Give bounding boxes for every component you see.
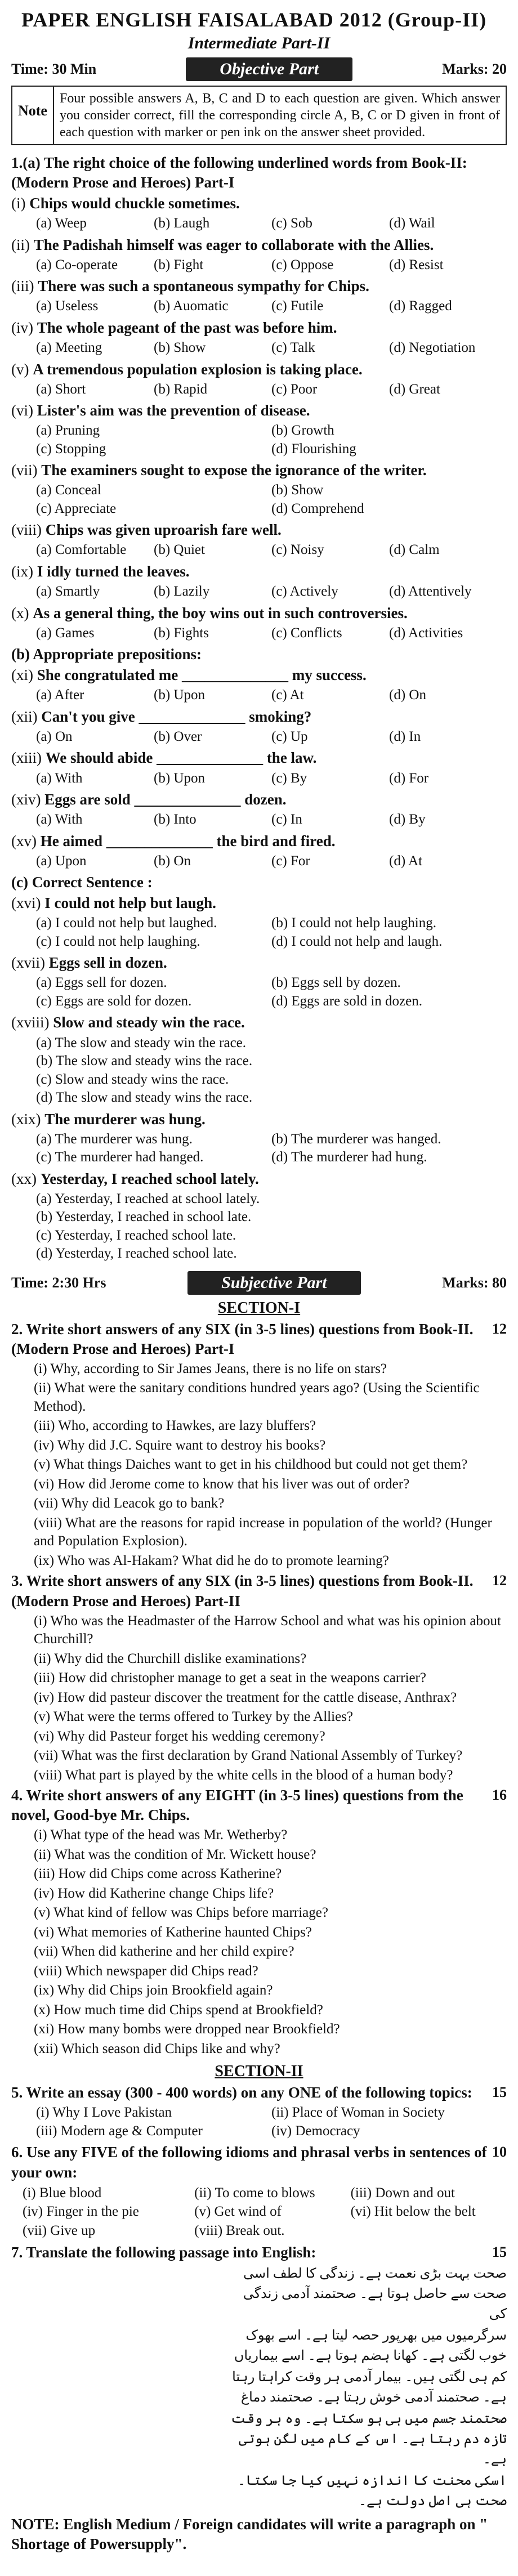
option: (b) The slow and steady wins the race. xyxy=(36,1053,253,1069)
note-title: Note xyxy=(12,87,54,144)
paper-subtitle: Intermediate Part-II xyxy=(187,34,331,52)
option: (b) Growth xyxy=(271,423,334,439)
final-note: NOTE: English Medium / Foreign candidates will write a paragraph on " Shortage of Powersupply". xyxy=(11,2515,488,2553)
idiom-item: (ii) To come to blows xyxy=(194,2185,315,2201)
question-text: I idly turned the leaves. xyxy=(37,562,190,580)
option: (b) Yesterday, I reached in school late. xyxy=(36,1209,252,1225)
short-question: (iii) How did christopher manage to get a seat in the weapons carrier? xyxy=(34,1670,426,1686)
question-text: The examiners sought to expose the ignorance of the writer. xyxy=(41,462,427,479)
q2-list xyxy=(11,1360,507,1571)
option: (d) I could not help and laugh. xyxy=(271,933,443,949)
note-box xyxy=(11,86,507,145)
short-question: (iii) How did Chips come across Katherine? xyxy=(34,1866,282,1882)
subjective-marks: Marks: 80 xyxy=(442,1274,507,1291)
objective-label: Objective Part xyxy=(186,57,352,81)
question-number: (xiii) xyxy=(11,749,46,767)
option: (c) In xyxy=(271,812,302,828)
question-number: (ix) xyxy=(11,562,37,580)
option: (c) Conflicts xyxy=(271,625,342,641)
objective-header xyxy=(11,57,507,81)
option: (d) Ragged xyxy=(389,298,452,314)
option: (a) Upon xyxy=(36,853,87,869)
question-text: Slow and steady win the race. xyxy=(53,1014,245,1031)
question-number: (xix) xyxy=(11,1110,45,1128)
option: (c) Noisy xyxy=(271,542,324,558)
option: (d) At xyxy=(389,853,423,869)
question-number: (viii) xyxy=(11,521,46,539)
options-row xyxy=(36,624,507,643)
question-number: (iii) xyxy=(11,278,38,295)
short-question: (viii) What part is played by the white cells in the blood of a human body? xyxy=(34,1767,453,1783)
q2-heading: 12 2. Write short answers of any SIX (in 3-5 lines) questions from Book-II. (Modern Prose and Heroes) Part-I xyxy=(11,1320,507,1357)
question-text: She congratulated me ______________ my success. xyxy=(37,667,367,684)
short-question: (iv) How did pasteur discover the treatment for the cattle disease, Anthrax? xyxy=(34,1689,457,1705)
question-item xyxy=(11,790,507,810)
question-item xyxy=(11,665,507,685)
option: (d) Attentively xyxy=(389,584,472,600)
question-text: There was such a spontaneous sympathy for Chips. xyxy=(38,278,369,295)
short-question: (v) What things Daiches want to get in his childhood but could not get them? xyxy=(34,1457,468,1473)
mcq-block xyxy=(11,194,507,642)
essay-topic: (i) Why I Love Pakistan xyxy=(36,2105,172,2121)
short-question: (ii) What were the sanitary conditions hundred years ago? (Using the Scientific Method). xyxy=(34,1380,480,1414)
q4-heading: 16 4. Write short answers of any EIGHT (in 3-5 lines) questions from the novel, Good-bye Mr. Chips. xyxy=(11,1787,507,1824)
question-item xyxy=(11,360,507,379)
question-text: He aimed ______________ the bird and fired. xyxy=(40,832,336,849)
option: (b) Fights xyxy=(154,625,209,641)
question-text: Eggs sell in dozen. xyxy=(48,954,167,972)
short-question: (xii) Which season did Chips like and why? xyxy=(34,2041,280,2056)
question-text: As a general thing, the boy wins out in such controversies. xyxy=(33,604,408,621)
short-question: (v) What were the terms offered to Turkey by the Allies? xyxy=(34,1709,353,1725)
short-question: (vi) What memories of Katherine haunted Chips? xyxy=(34,1924,312,1940)
short-question: (iii) Who, according to Hawkes, are lazy bluffers? xyxy=(34,1418,316,1434)
option: (d) For xyxy=(389,770,429,786)
q5-heading: 15 5. Write an essay (300 - 400 words) on any ONE of the following topics: xyxy=(11,2084,507,2101)
option: (c) Stopping xyxy=(36,441,106,457)
question-number: (xii) xyxy=(11,708,42,725)
option: (c) Actively xyxy=(271,584,338,600)
question-number: (xvii) xyxy=(11,954,49,972)
short-question: (vi) How did Jerome come to know that his liver was out of order? xyxy=(34,1476,410,1492)
question-text: I could not help but laugh. xyxy=(44,895,216,912)
question-number: (xviii) xyxy=(11,1014,53,1031)
urdu-line: اسکی محنت کا اندازہ نہیں کیا جا سکتا۔ صحت ہی اصل دولت ہے۔ xyxy=(238,2473,507,2508)
option: (b) On xyxy=(154,853,191,869)
option: (b) Quiet xyxy=(154,542,205,558)
q6-idioms xyxy=(23,2184,507,2240)
option: (c) By xyxy=(271,770,307,786)
options-row xyxy=(36,728,507,746)
idiom-item: (v) Get wind of xyxy=(194,2204,282,2220)
option: (c) Slow and steady wins the race. xyxy=(36,1071,229,1087)
essay-topic: (ii) Place of Woman in Society xyxy=(271,2105,445,2121)
option: (c) Eggs are sold for dozen. xyxy=(36,993,192,1009)
option: (b) Into xyxy=(154,812,197,828)
q1b-heading: (b) Appropriate prepositions: xyxy=(11,646,202,663)
option: (a) Comfortable xyxy=(36,542,127,558)
option: (d) The murderer had hung. xyxy=(271,1150,427,1165)
question-number: (vii) xyxy=(11,462,42,479)
options-row xyxy=(36,583,507,601)
option: (a) Co-operate xyxy=(36,257,118,272)
idiom-item: (i) Blue blood xyxy=(23,2185,102,2201)
question-item xyxy=(11,235,507,255)
option: (c) Futile xyxy=(271,298,324,314)
option: (a) Conceal xyxy=(36,482,101,498)
idiom-item: (iv) Finger in the pie xyxy=(23,2204,139,2220)
urdu-line: سرگرمیوں میں بھرپور حصہ لیتا ہے۔ اسے بھوک خوب لگتی ہے۔ کھانا ہضم ہوتا ہے۔ اسے بیماریاں xyxy=(234,2328,507,2363)
option: (b) Upon xyxy=(154,687,205,703)
idiom-item: (vi) Hit below the belt xyxy=(350,2204,476,2220)
question-item xyxy=(11,520,507,540)
essay-topic: (iv) Democracy xyxy=(271,2123,360,2139)
question-number: (iv) xyxy=(11,319,37,336)
q1-intro: 1.(a) The right choice of the following underlined words from Book-II: (Modern Prose and Heroes) Part-I xyxy=(11,154,467,191)
option: (a) Pruning xyxy=(36,423,100,439)
urdu-line: صحت بہت بڑی نعمت ہے۔ زندگی کا لطف اسی صحت سے حاصل ہوتا ہے۔ صحتمند آدمی زندگی کی xyxy=(243,2266,507,2322)
question-text: Can't you give ______________ smoking? xyxy=(41,708,312,725)
option: (c) For xyxy=(271,853,310,869)
short-question: (iv) How did Katherine change Chips life? xyxy=(34,1885,274,1901)
option: (d) On xyxy=(389,687,426,703)
short-question: (ix) Who was Al-Hakam? What did he do to promote learning? xyxy=(34,1553,389,1568)
question-item xyxy=(11,276,507,296)
question-text: Yesterday, I reached school lately. xyxy=(40,1170,259,1187)
subjective-time: Time: 2:30 Hrs xyxy=(11,1274,106,1291)
paper-title: PAPER ENGLISH FAISALABAD 2012 (Group-II) xyxy=(21,8,487,31)
q7-heading: 15 7. Translate the following passage into English: xyxy=(11,2243,507,2261)
question-item xyxy=(11,707,507,727)
short-question: (viii) Which newspaper did Chips read? xyxy=(34,1963,258,1979)
question-item xyxy=(11,831,507,851)
options-row xyxy=(36,481,507,518)
question-text: The Padishah himself was eager to collaborate with the Allies. xyxy=(33,236,434,253)
option: (d) Wail xyxy=(389,216,435,231)
option: (a) After xyxy=(36,687,84,703)
option: (a) I could not help but laughed. xyxy=(36,915,217,931)
short-question: (ix) Why did Chips join Brookfield again? xyxy=(34,1983,273,1998)
options-row xyxy=(36,1190,507,1263)
option: (c) Poor xyxy=(271,381,318,397)
options-row xyxy=(36,686,507,705)
question-number: (v) xyxy=(11,360,33,378)
idiom-item: (iii) Down and out xyxy=(350,2185,455,2201)
question-item xyxy=(11,893,507,913)
option: (c) The murderer had hanged. xyxy=(36,1150,204,1165)
exam-paper xyxy=(11,0,507,2554)
options-row xyxy=(36,811,507,829)
options-row xyxy=(36,974,507,1010)
essay-topic: (iii) Modern age & Computer xyxy=(36,2123,203,2139)
question-text: Chips was given uproarish fare well. xyxy=(45,521,282,539)
short-question: (v) What kind of fellow was Chips before marriage? xyxy=(34,1905,328,1921)
option: (a) Yesterday, I reached at school lately. xyxy=(36,1191,260,1206)
question-item xyxy=(11,603,507,623)
question-item xyxy=(11,318,507,338)
question-text: The whole pageant of the past was before him. xyxy=(37,319,337,336)
short-question: (vii) Why did Leacok go to bank? xyxy=(34,1496,225,1511)
option: (a) Short xyxy=(36,381,86,397)
options-row xyxy=(36,256,507,275)
question-text: We should abide ______________ the law. xyxy=(45,749,317,767)
options-row xyxy=(36,852,507,871)
option: (b) Lazily xyxy=(154,584,210,600)
short-question: (iv) Why did J.C. Squire want to destroy his books? xyxy=(34,1437,326,1453)
option: (b) Auomatic xyxy=(154,298,229,314)
option: (a) Games xyxy=(36,625,95,641)
question-number: (xi) xyxy=(11,667,37,684)
option: (d) Comprehend xyxy=(271,500,364,516)
option: (d) Activities xyxy=(389,625,463,641)
question-number: (vi) xyxy=(11,402,37,419)
short-question: (vii) When did katherine and her child expire? xyxy=(34,1944,294,1960)
question-item xyxy=(11,562,507,582)
question-number: (ii) xyxy=(11,236,34,253)
option: (d) Negotiation xyxy=(389,340,476,356)
short-question: (vi) Why did Pasteur forget his wedding ceremony? xyxy=(34,1728,325,1744)
option: (d) Flourishing xyxy=(271,441,356,457)
urdu-passage xyxy=(11,2264,507,2511)
question-number: (xiv) xyxy=(11,791,45,808)
objective-marks: Marks: 20 xyxy=(442,61,507,77)
q4-list xyxy=(11,1826,507,2058)
note-text: Four possible answers A, B, C and D to each question are given. Which answer you consider correct, fill the corresponding circle A, B, C or D given in front of each question with marker or pen ink on the answer sheet provided. xyxy=(59,91,500,140)
option: (d) Eggs are sold in dozen. xyxy=(271,993,422,1009)
short-question: (x) How much time did Chips spend at Brookfield? xyxy=(34,2002,323,2018)
option: (c) Talk xyxy=(271,340,315,356)
question-text: A tremendous population explosion is taking place. xyxy=(33,360,363,378)
q1c-heading: (c) Correct Sentence : xyxy=(11,874,153,891)
short-question: (vii) What was the first declaration by Grand National Assembly of Turkey? xyxy=(34,1748,463,1764)
question-item xyxy=(11,1110,507,1129)
question-item xyxy=(11,748,507,768)
option: (b) The murderer was hanged. xyxy=(271,1131,441,1147)
question-number: (xv) xyxy=(11,832,41,849)
option: (c) I could not help laughing. xyxy=(36,933,200,949)
option: (a) The murderer was hung. xyxy=(36,1131,193,1147)
options-row xyxy=(36,1130,507,1167)
option: (b) Fight xyxy=(154,257,204,272)
option: (c) At xyxy=(271,687,304,703)
options-row xyxy=(36,214,507,233)
short-question: (i) Who was the Headmaster of the Harrow School and what was his opinion about Churchill? xyxy=(34,1613,501,1647)
q5-topics xyxy=(36,2104,507,2140)
option: (b) Show xyxy=(271,482,324,498)
question-number: (xvi) xyxy=(11,895,45,912)
options-row xyxy=(36,541,507,560)
option: (a) With xyxy=(36,770,83,786)
question-number: (i) xyxy=(11,195,30,212)
option: (b) Upon xyxy=(154,770,205,786)
option: (a) Smartly xyxy=(36,584,100,600)
option: (c) Appreciate xyxy=(36,500,117,516)
options-row xyxy=(36,422,507,458)
option: (d) The slow and steady wins the race. xyxy=(36,1090,253,1106)
option: (a) Useless xyxy=(36,298,99,314)
short-question: (ii) Why did the Churchill dislike examinations? xyxy=(34,1651,307,1666)
question-item xyxy=(11,401,507,421)
options-row xyxy=(36,914,507,951)
option: (d) Resist xyxy=(389,257,444,272)
option: (a) The slow and steady win the race. xyxy=(36,1035,247,1050)
objective-time: Time: 30 Min xyxy=(11,61,97,77)
option: (b) I could not help laughing. xyxy=(271,915,436,931)
question-item xyxy=(11,1169,507,1189)
q3-list xyxy=(11,1612,507,1785)
question-text: Eggs are sold ______________ dozen. xyxy=(44,791,287,808)
subjective-label: Subjective Part xyxy=(187,1271,360,1295)
idiom-item: (viii) Break out. xyxy=(194,2223,285,2239)
short-question: (viii) What are the reasons for rapid increase in population of the world? (Hunger and Population Explosion). xyxy=(34,1515,492,1549)
option: (d) Calm xyxy=(389,542,440,558)
option: (a) Meeting xyxy=(36,340,102,356)
option: (a) Weep xyxy=(36,216,87,231)
section-1-heading: SECTION-I xyxy=(217,1299,301,1317)
option: (a) On xyxy=(36,728,73,744)
option: (a) Eggs sell for dozen. xyxy=(36,975,167,991)
question-text: Chips would chuckle sometimes. xyxy=(29,195,240,212)
short-question: (ii) What was the condition of Mr. Wickett house? xyxy=(34,1846,316,1862)
question-item xyxy=(11,1013,507,1032)
option: (a) With xyxy=(36,812,83,828)
q6-heading: 10 6. Use any FIVE of the following idioms and phrasal verbs in sentences of your own: xyxy=(11,2144,507,2181)
short-question: (i) What type of the head was Mr. Wetherby? xyxy=(34,1827,288,1843)
option: (d) Yesterday, I reached school late. xyxy=(36,1246,237,1262)
option: (c) Yesterday, I reached school late. xyxy=(36,1227,236,1243)
subjective-header xyxy=(11,1271,507,1295)
question-number: (x) xyxy=(11,604,33,621)
option: (d) Great xyxy=(389,381,440,397)
idiom-item: (vii) Give up xyxy=(23,2223,96,2239)
option: (b) Show xyxy=(154,340,206,356)
question-text: Lister's aim was the prevention of disease. xyxy=(37,402,310,419)
short-question: (i) Why, according to Sir James Jeans, there is no life on stars? xyxy=(34,1361,387,1376)
preposition-block xyxy=(11,665,507,870)
option: (b) Rapid xyxy=(154,381,208,397)
option: (c) Up xyxy=(271,728,308,744)
options-row xyxy=(36,339,507,357)
question-item xyxy=(11,194,507,213)
option: (b) Laugh xyxy=(154,216,210,231)
option: (b) Eggs sell by dozen. xyxy=(271,975,401,991)
option: (d) By xyxy=(389,812,426,828)
option: (b) Over xyxy=(154,728,202,744)
question-text: The murderer was hung. xyxy=(44,1110,206,1128)
question-item xyxy=(11,953,507,973)
option: (d) In xyxy=(389,728,421,744)
sentence-block xyxy=(11,893,507,1263)
q3-heading: 12 3. Write short answers of any SIX (in 3-5 lines) questions from Book-II. (Modern Prose and Heroes) Part-II xyxy=(11,1572,507,1609)
option: (c) Oppose xyxy=(271,257,334,272)
short-question: (xi) How many bombs were dropped near Brookfield? xyxy=(34,2022,340,2037)
options-row xyxy=(36,381,507,399)
section-2-heading: SECTION-II xyxy=(215,2063,303,2081)
options-row xyxy=(36,1034,507,1107)
urdu-line: کم ہی لگتی ہیں۔ بیمار آدمی ہر وقت کراہتا رہتا ہے۔ صحتمند آدمی خوش رہتا ہے۔ صحتمند دماغ xyxy=(232,2369,507,2405)
urdu-line: صحتمند جسم میں ہی ہو سکتا ہے۔ وہ ہر وقت تازہ دم رہتا ہے۔ اس کے کام میں لگن ہوتی ہے۔ xyxy=(231,2411,507,2467)
options-row xyxy=(36,297,507,316)
question-item xyxy=(11,460,507,480)
option: (c) Sob xyxy=(271,216,312,231)
options-row xyxy=(36,770,507,788)
question-number: (xx) xyxy=(11,1170,41,1187)
